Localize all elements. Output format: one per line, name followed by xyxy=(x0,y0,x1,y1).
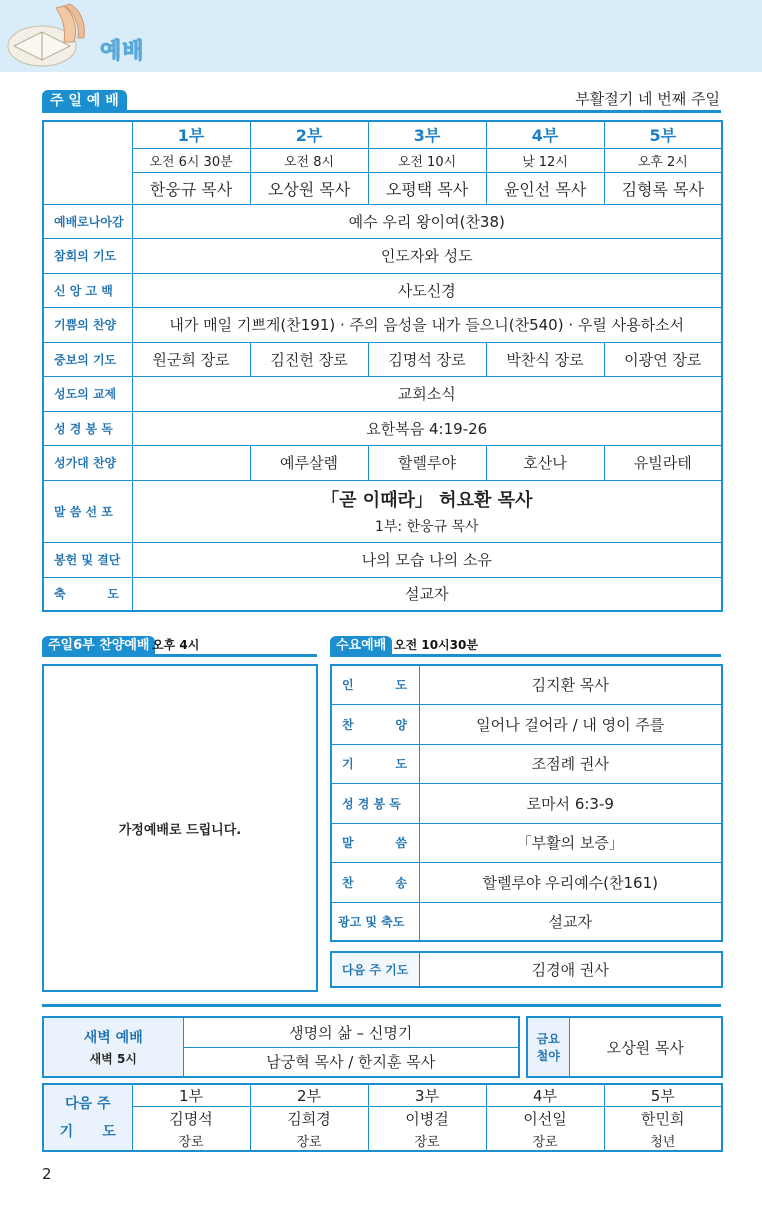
wed-scripture-label: 성 경 봉 독 xyxy=(331,783,419,823)
creed-value: 사도신경 xyxy=(132,273,722,307)
benediction-label: 축 도 xyxy=(43,577,132,611)
praise-divider xyxy=(42,654,317,657)
praying-hands-bible-icon xyxy=(4,2,96,70)
wednesday-divider xyxy=(330,654,721,657)
joy-praise-label: 기쁨의 찬양 xyxy=(43,307,132,342)
np-title-5: 청년 xyxy=(604,1131,722,1151)
wed-hymn-label: 찬 송 xyxy=(331,862,419,902)
wed-praise-label: 찬 양 xyxy=(331,704,419,744)
sermon-title: 「곧 이때라」 허요환 목사 xyxy=(321,490,533,511)
np-title-4: 장로 xyxy=(486,1131,604,1151)
service-2-name: 2부 xyxy=(250,121,368,148)
wednesday-table xyxy=(330,664,723,942)
np-name-1: 김명석 xyxy=(132,1107,250,1131)
np-part-2: 2부 xyxy=(250,1084,368,1107)
intercession-label: 중보의 기도 xyxy=(43,342,132,376)
offering-label: 봉헌 및 결단 xyxy=(43,542,132,577)
choir-label: 성가대 찬양 xyxy=(43,445,132,480)
service-3-time: 오전 10시 xyxy=(368,148,486,172)
choir-5: 유빌라테 xyxy=(604,445,722,480)
np-part-5: 5부 xyxy=(604,1084,722,1107)
next-week-prayer-table xyxy=(330,951,723,988)
wed-leader-label: 인 도 xyxy=(331,665,419,704)
intercession-4: 박찬식 장로 xyxy=(486,342,604,376)
wed-announce-label: 광고 및 축도 xyxy=(331,902,419,941)
approach-value: 예수 우리 왕이여(찬38) xyxy=(132,204,722,238)
wednesday-service-time: 오전 10시30분 xyxy=(394,638,478,652)
repentance-value: 인도자와 성도 xyxy=(132,238,722,273)
dawn-theme: 생명의 삶 – 신명기 xyxy=(183,1017,519,1047)
wed-announce-value: 설교자 xyxy=(419,902,722,941)
service-5-pastor: 김형록 목사 xyxy=(604,172,722,204)
sermon-sub: 1부: 한웅규 목사 xyxy=(374,519,479,535)
wed-scripture-value: 로마서 6:3-9 xyxy=(419,783,722,823)
dawn-title: 새벽 예배 xyxy=(83,1030,143,1046)
np-name-2: 김희경 xyxy=(250,1107,368,1131)
next-prayer-value: 김경애 권사 xyxy=(419,952,722,987)
np-name-3: 이병걸 xyxy=(368,1107,486,1131)
scripture-value: 요한복음 4:19-26 xyxy=(132,411,722,445)
np-part-4: 4부 xyxy=(486,1084,604,1107)
service-1-name: 1부 xyxy=(132,121,250,148)
friday-label-2: 철야 xyxy=(536,1049,560,1063)
sunday-service-tab: 주 일 예 배 xyxy=(42,90,127,112)
scripture-label: 성 경 봉 독 xyxy=(43,411,132,445)
service-1-pastor: 한웅규 목사 xyxy=(132,172,250,204)
friday-service-table xyxy=(526,1016,723,1078)
friday-label-1: 금요 xyxy=(536,1032,560,1046)
np-title-1: 장로 xyxy=(132,1131,250,1151)
repentance-label: 참회의 기도 xyxy=(43,238,132,273)
np-name-5: 한민희 xyxy=(604,1107,722,1131)
next-prayer-title-1: 다음 주 xyxy=(65,1096,111,1113)
wed-hymn-value: 할렐루야 우리예수(찬161) xyxy=(419,862,722,902)
choir-2: 예루살렘 xyxy=(250,445,368,480)
dawn-time: 새벽 5시 xyxy=(89,1052,137,1066)
page-number: 2 xyxy=(42,1165,52,1183)
choir-3: 할렐루야 xyxy=(368,445,486,480)
friday-label-cell xyxy=(527,1017,569,1077)
intercession-3: 김명석 장로 xyxy=(368,342,486,376)
intercession-5: 이광연 장로 xyxy=(604,342,722,376)
next-prayer-label: 다음 주 기도 xyxy=(331,952,419,987)
np-title-3: 장로 xyxy=(368,1131,486,1151)
approach-label: 예배로나아감 xyxy=(43,204,132,238)
fellowship-label: 성도의 교제 xyxy=(43,376,132,411)
benediction-value: 설교자 xyxy=(132,577,722,611)
service-2-time: 오전 8시 xyxy=(250,148,368,172)
dawn-pastors: 남궁혁 목사 / 한지훈 목사 xyxy=(183,1047,519,1077)
offering-value: 나의 모습 나의 소유 xyxy=(132,542,722,577)
joy-praise-value: 내가 매일 기쁘게(찬191) · 주의 음성을 내가 들으니(찬540) · 우릴 사용하소서 xyxy=(132,307,722,342)
wed-sermon-value: 「부활의 보증」 xyxy=(419,823,722,862)
fellowship-value: 교회소식 xyxy=(132,376,722,411)
intercession-1: 원군희 장로 xyxy=(132,342,250,376)
week-label: 부활절기 네 번째 주일 xyxy=(575,90,720,108)
np-name-4: 이선일 xyxy=(486,1107,604,1131)
next-prayer-title-cell xyxy=(43,1084,132,1151)
np-part-3: 3부 xyxy=(368,1084,486,1107)
wed-sermon-label: 말 씀 xyxy=(331,823,419,862)
next-prayer-schedule-table xyxy=(42,1083,723,1152)
service-4-pastor: 윤인선 목사 xyxy=(486,172,604,204)
service-3-pastor: 오평택 목사 xyxy=(368,172,486,204)
praise-service-time: 오후 4시 xyxy=(152,638,200,652)
bottom-divider xyxy=(42,1004,721,1007)
praise-body: 가정예배로 드립니다. xyxy=(118,822,242,838)
sermon-label: 말 씀 선 포 xyxy=(43,480,132,542)
np-part-1: 1부 xyxy=(132,1084,250,1107)
wed-prayer-label: 기 도 xyxy=(331,744,419,783)
sunday-service-table xyxy=(42,120,723,612)
dawn-service-table xyxy=(42,1016,520,1078)
service-4-name: 4부 xyxy=(486,121,604,148)
choir-4: 호산나 xyxy=(486,445,604,480)
corner-cell xyxy=(43,121,132,204)
wed-prayer-value: 조점례 권사 xyxy=(419,744,722,783)
creed-label: 신 앙 고 백 xyxy=(43,273,132,307)
service-5-name: 5부 xyxy=(604,121,722,148)
wednesday-service-tab: 수요예배 xyxy=(330,636,392,656)
wed-leader-value: 김지환 목사 xyxy=(419,665,722,704)
service-3-name: 3부 xyxy=(368,121,486,148)
choir-1 xyxy=(132,445,250,480)
praise-service-tab: 주일6부 찬양예배 xyxy=(42,636,155,656)
praise-box xyxy=(42,664,318,992)
service-4-time: 낮 12시 xyxy=(486,148,604,172)
banner-title: 예배 xyxy=(100,39,145,64)
dawn-title-cell xyxy=(43,1017,183,1077)
next-prayer-title-2: 기 도 xyxy=(59,1124,116,1141)
service-5-time: 오후 2시 xyxy=(604,148,722,172)
friday-value: 오상원 목사 xyxy=(569,1017,722,1077)
sermon-cell xyxy=(132,480,722,542)
service-2-pastor: 오상원 목사 xyxy=(250,172,368,204)
wed-praise-value: 일어나 걸어라 / 내 영이 주를 xyxy=(419,704,722,744)
np-title-2: 장로 xyxy=(250,1131,368,1151)
intercession-2: 김진헌 장로 xyxy=(250,342,368,376)
section-divider xyxy=(42,110,721,113)
service-1-time: 오전 6시 30분 xyxy=(132,148,250,172)
